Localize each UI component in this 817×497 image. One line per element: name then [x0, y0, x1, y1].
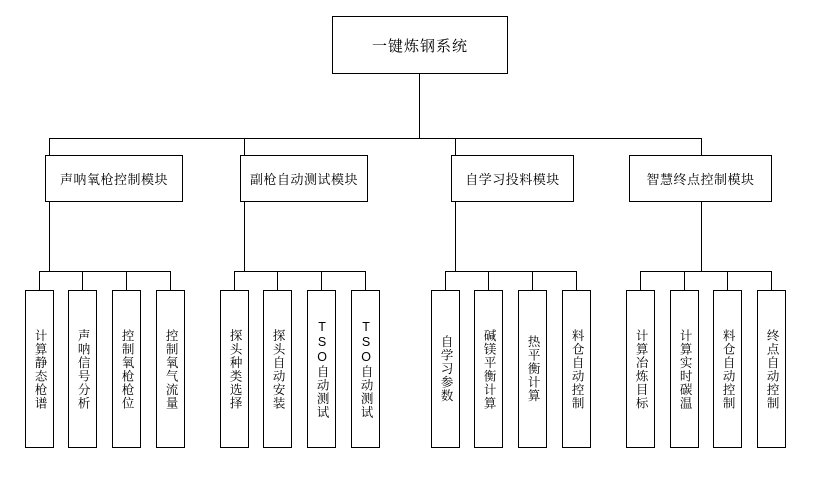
connector-drop-1-4 — [170, 271, 171, 290]
connector-drop-4-2 — [684, 271, 685, 290]
leaf-label: 料仓自动控制 — [570, 328, 585, 410]
connector-drop-4-1 — [640, 271, 641, 290]
connector-root-bus — [49, 138, 701, 139]
connector-module-1-stem — [49, 202, 50, 271]
leaf-node-3-1 — [431, 290, 460, 448]
connector-drop-3-2 — [488, 271, 489, 290]
leaf-node-4-3 — [713, 290, 742, 448]
connector-drop-2-2 — [277, 271, 278, 290]
connector-module-2-stem — [244, 202, 245, 271]
connector-module-3-stem — [455, 202, 456, 271]
connector-drop-4-4 — [771, 271, 772, 290]
leaf-label: 热平衡计算 — [526, 335, 541, 403]
leaf-label: 计算实时碳温 — [678, 328, 693, 410]
connector-drop-2-4 — [365, 271, 366, 290]
leaf-node-4-4 — [757, 290, 786, 448]
module-node-3: 自学习投料模块 — [451, 155, 574, 202]
leaf-label: TSO自动测试 — [359, 319, 374, 419]
leaf-node-1-3 — [112, 290, 141, 448]
connector-drop-module-3 — [455, 138, 456, 155]
leaf-label: 料仓自动控制 — [721, 328, 736, 410]
leaf-node-2-4 — [351, 290, 380, 448]
connector-drop-1-2 — [82, 271, 83, 290]
module-node-2: 副枪自动测试模块 — [240, 155, 368, 202]
connector-module-4-bus — [640, 271, 771, 272]
leaf-node-2-1 — [220, 290, 249, 448]
leaf-label: 探头种类选择 — [228, 328, 243, 410]
leaf-label: 碱镁平衡计算 — [482, 328, 497, 410]
leaf-label: 探头自动安装 — [271, 328, 286, 410]
connector-drop-3-4 — [576, 271, 577, 290]
leaf-label: 计算冶炼目标 — [634, 328, 649, 410]
connector-drop-module-1 — [49, 138, 50, 155]
module-node-1: 声呐氧枪控制模块 — [45, 155, 183, 202]
leaf-node-1-2 — [68, 290, 97, 448]
leaf-node-3-3 — [518, 290, 547, 448]
connector-drop-3-1 — [445, 271, 446, 290]
leaf-label: 声呐信号分析 — [76, 328, 91, 410]
connector-module-1-bus — [39, 271, 170, 272]
leaf-node-3-2 — [474, 290, 503, 448]
leaf-label: 控制氧枪枪位 — [120, 328, 135, 410]
connector-drop-module-2 — [244, 138, 245, 155]
leaf-label: 计算静态枪谱 — [33, 328, 48, 410]
connector-drop-3-3 — [532, 271, 533, 290]
leaf-label: TSO自动测试 — [315, 319, 330, 419]
connector-module-4-stem — [701, 202, 702, 271]
leaf-node-1-4 — [156, 290, 185, 448]
connector-drop-4-3 — [727, 271, 728, 290]
root-node: 一键炼钢系统 — [332, 16, 508, 74]
leaf-node-4-2 — [670, 290, 699, 448]
leaf-node-1-1 — [25, 290, 54, 448]
leaf-node-2-2 — [263, 290, 292, 448]
leaf-label: 终点自动控制 — [765, 328, 780, 410]
connector-drop-module-4 — [701, 138, 702, 155]
connector-drop-2-3 — [321, 271, 322, 290]
leaf-node-2-3 — [307, 290, 336, 448]
connector-drop-2-1 — [234, 271, 235, 290]
connector-drop-1-1 — [39, 271, 40, 290]
connector-root-stem — [419, 74, 420, 138]
leaf-node-3-4 — [562, 290, 591, 448]
connector-drop-1-3 — [126, 271, 127, 290]
leaf-node-4-1 — [626, 290, 655, 448]
leaf-label: 自学习参数 — [439, 335, 454, 403]
connector-module-2-bus — [234, 271, 365, 272]
connector-module-3-bus — [445, 271, 576, 272]
module-node-4: 智慧终点控制模块 — [629, 155, 772, 202]
leaf-label: 控制氧气流量 — [164, 328, 179, 410]
